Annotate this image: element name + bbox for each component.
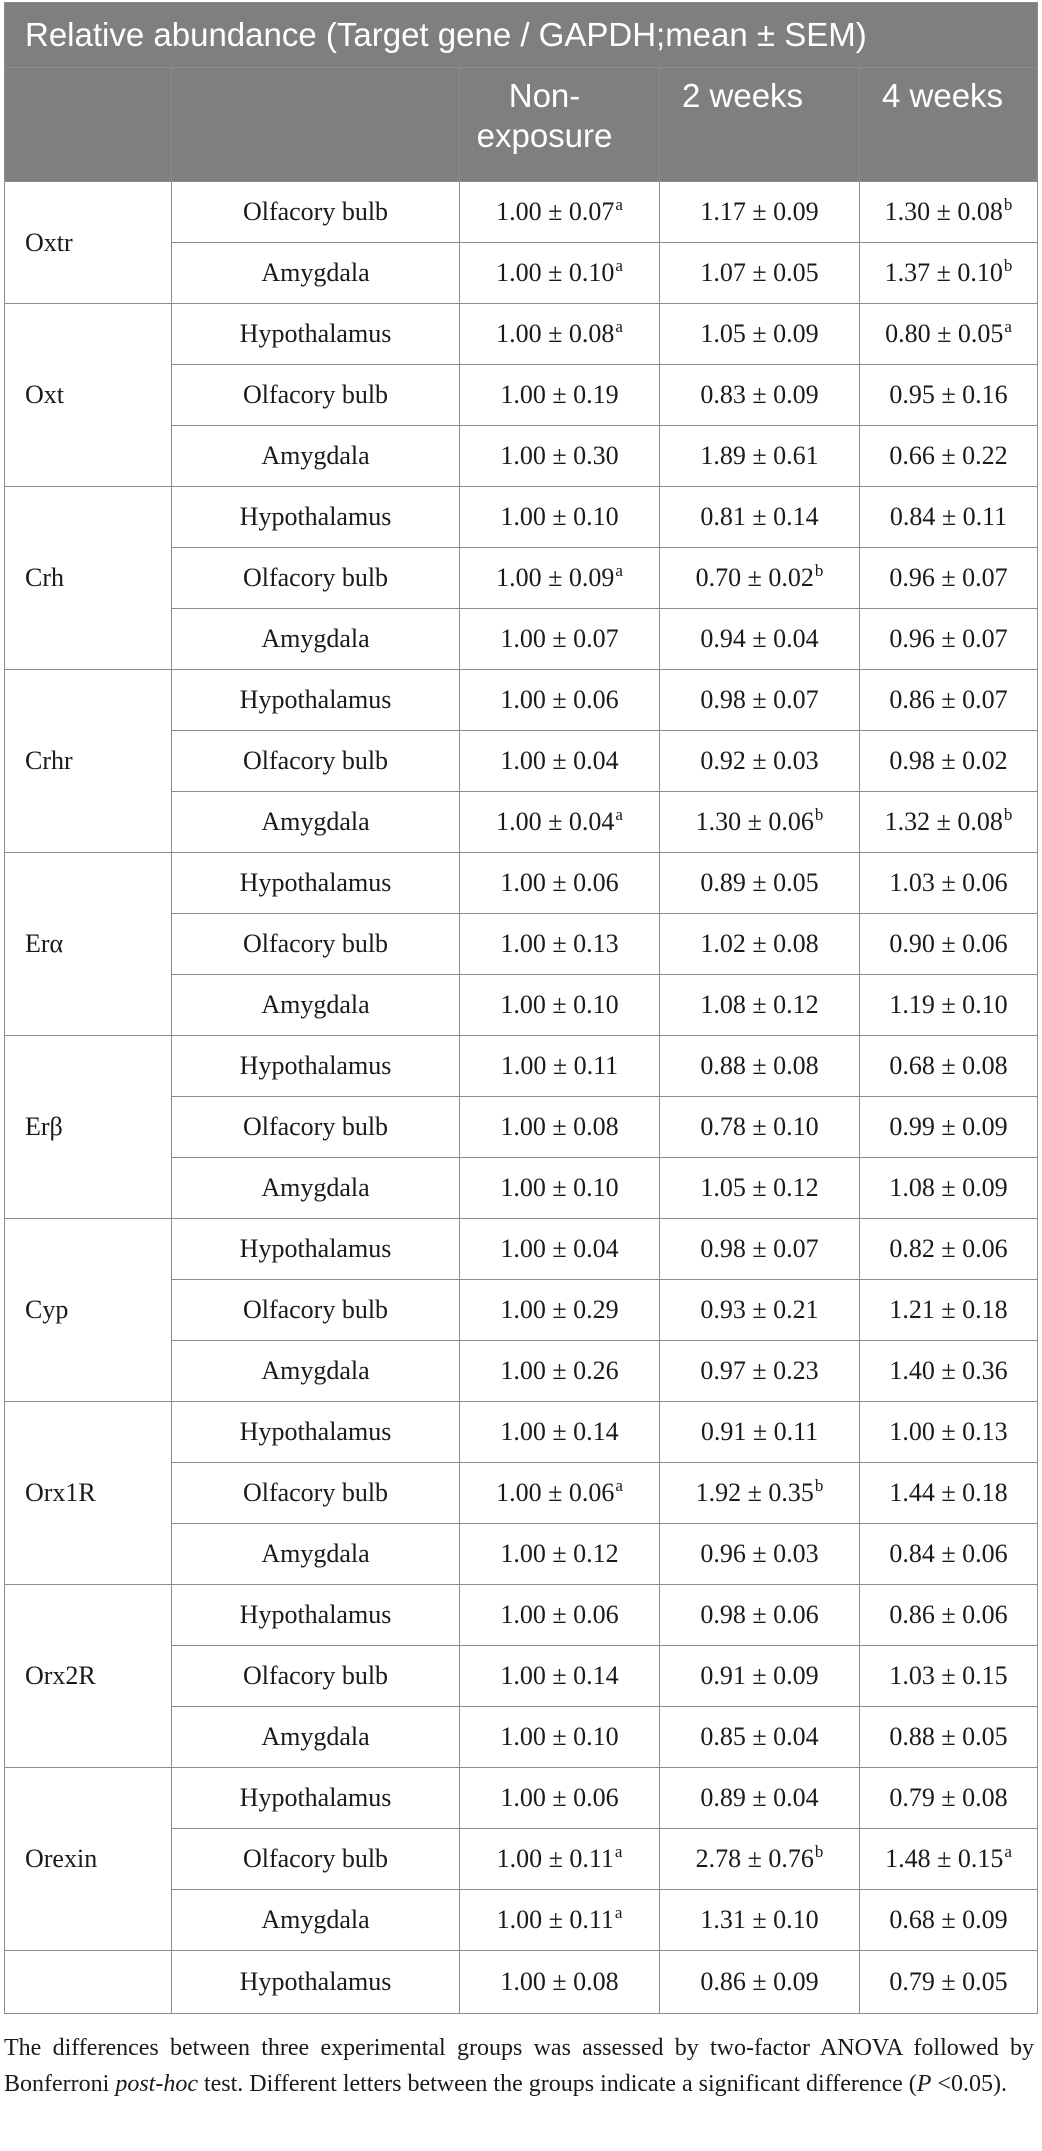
value-cell: [660, 1768, 860, 1829]
significance-letter: b: [814, 805, 824, 824]
value-text: 1.00 ± 0.08: [500, 1112, 619, 1141]
value-text: 1.00 ± 0.06: [500, 685, 619, 714]
value-text: 0.88 ± 0.05: [889, 1722, 1008, 1751]
value-cell: [860, 914, 1038, 975]
value-cell: [860, 1280, 1038, 1341]
value-cell: [860, 853, 1038, 914]
value-text: 1.00 ± 0.29: [500, 1295, 619, 1324]
value-text: 0.98 ± 0.02: [889, 746, 1008, 775]
value-text: 0.68 ± 0.08: [889, 1051, 1008, 1080]
value-cell: [460, 1829, 660, 1890]
value-cell: [660, 426, 860, 487]
significance-letter: b: [814, 1476, 824, 1495]
value-text: 1.00 ± 0.30: [500, 441, 619, 470]
value-text: 1.03 ± 0.06: [889, 868, 1008, 897]
value-cell: [660, 1646, 860, 1707]
value-cell: [460, 1951, 660, 2014]
value-text: 1.08 ± 0.09: [889, 1173, 1008, 1202]
column-header-non-exposure: Non-exposure: [460, 68, 660, 182]
tissue-label: Olfacory bulb: [172, 548, 460, 609]
value-text: 0.79 ± 0.08: [889, 1783, 1008, 1812]
tissue-label: Amygdala: [172, 1890, 460, 1951]
value-cell: [860, 304, 1038, 365]
value-text: 1.00 ± 0.04: [500, 746, 619, 775]
value-text: 1.00 ± 0.08: [500, 1967, 619, 1996]
value-text: 2.78 ± 0.76: [695, 1844, 814, 1873]
header-gene-blank: [5, 68, 172, 182]
value-cell: [660, 1707, 860, 1768]
table-row: [5, 182, 1038, 243]
table-body: [5, 182, 1038, 2014]
value-text: 0.81 ± 0.14: [700, 502, 819, 531]
value-text: 1.00 ± 0.11: [496, 1844, 614, 1873]
tissue-label: Amygdala: [172, 792, 460, 853]
column-header-2-weeks: 2 weeks: [660, 68, 860, 182]
table-title: Relative abundance (Target gene / GAPDH;mean ± SEM): [5, 3, 1038, 68]
value-cell: [860, 1158, 1038, 1219]
significance-letter: a: [614, 1842, 623, 1861]
tissue-label: Olfacory bulb: [172, 1097, 460, 1158]
value-text: 1.17 ± 0.09: [700, 197, 819, 226]
value-cell: [660, 1463, 860, 1524]
value-text: 1.00 ± 0.06: [500, 1600, 619, 1629]
value-cell: [660, 1524, 860, 1585]
table-footnote: [4, 2030, 1034, 2102]
value-cell: [660, 548, 860, 609]
value-cell: [460, 1036, 660, 1097]
gene-label: Orexin: [5, 1768, 172, 1951]
value-text: 1.40 ± 0.36: [889, 1356, 1008, 1385]
significance-letter: b: [814, 1842, 824, 1861]
value-text: 0.89 ± 0.04: [700, 1783, 819, 1812]
value-cell: [660, 731, 860, 792]
value-cell: [460, 731, 660, 792]
significance-letter: a: [1004, 317, 1012, 336]
significance-letter: a: [615, 195, 623, 214]
value-cell: [860, 670, 1038, 731]
tissue-label: Olfacory bulb: [172, 1463, 460, 1524]
value-cell: [460, 243, 660, 304]
value-text: 1.37 ± 0.10: [884, 258, 1003, 287]
value-cell: [460, 182, 660, 243]
value-text: 1.30 ± 0.08: [884, 197, 1003, 226]
value-cell: [660, 1036, 860, 1097]
value-cell: [660, 365, 860, 426]
gene-label: Erα: [5, 853, 172, 1036]
value-cell: [460, 792, 660, 853]
tissue-label: Olfacory bulb: [172, 1280, 460, 1341]
value-text: 0.70 ± 0.02: [695, 563, 814, 592]
value-text: 1.00 ± 0.10: [500, 1173, 619, 1202]
table-row: [5, 670, 1038, 731]
value-text: 0.86 ± 0.06: [889, 1600, 1008, 1629]
value-text: 1.32 ± 0.08: [884, 807, 1003, 836]
value-text: 1.00 ± 0.08: [496, 319, 615, 348]
tissue-label: Olfacory bulb: [172, 182, 460, 243]
footnote-text-2: test. Different letters between the groups indicate a significant difference (: [197, 2071, 917, 2097]
value-cell: [460, 1585, 660, 1646]
value-cell: [660, 304, 860, 365]
value-cell: [460, 975, 660, 1036]
table-row: [5, 1219, 1038, 1280]
gene-label: Erβ: [5, 1036, 172, 1219]
footnote-text-1: The differences between three experimental groups was assessed by two-factor ANOVA followed by Bonferroni: [4, 2035, 1034, 2097]
value-cell: [860, 1097, 1038, 1158]
value-cell: [460, 853, 660, 914]
value-text: 0.96 ± 0.03: [700, 1539, 819, 1568]
gene-label: Crh: [5, 487, 172, 670]
tissue-label: Amygdala: [172, 426, 460, 487]
significance-letter: a: [1004, 1842, 1012, 1861]
table-row: [5, 1036, 1038, 1097]
value-text: 1.21 ± 0.18: [889, 1295, 1008, 1324]
significance-letter: a: [615, 317, 623, 336]
value-text: 1.00 ± 0.07: [500, 624, 619, 653]
expression-table: [4, 2, 1038, 2014]
value-cell: [860, 1036, 1038, 1097]
value-text: 0.83 ± 0.09: [700, 380, 819, 409]
table-row: [5, 1585, 1038, 1646]
value-text: 1.00 ± 0.13: [889, 1417, 1008, 1446]
tissue-label: Hypothalamus: [172, 1219, 460, 1280]
value-text: 1.00 ± 0.09: [496, 563, 615, 592]
value-cell: [660, 1097, 860, 1158]
value-text: 0.98 ± 0.07: [700, 1234, 819, 1263]
value-text: 0.82 ± 0.06: [889, 1234, 1008, 1263]
value-text: 0.86 ± 0.09: [700, 1967, 819, 1996]
tissue-label: Amygdala: [172, 975, 460, 1036]
table-row: [5, 1951, 1038, 2014]
column-header-4-weeks: 4 weeks: [860, 68, 1038, 182]
value-cell: [660, 1402, 860, 1463]
tissue-label: Olfacory bulb: [172, 914, 460, 975]
significance-letter: a: [615, 805, 623, 824]
value-text: 0.68 ± 0.09: [889, 1905, 1008, 1934]
value-text: 1.19 ± 0.10: [889, 990, 1008, 1019]
gene-label: Cyp: [5, 1219, 172, 1402]
gene-label: Oxtr: [5, 182, 172, 304]
value-text: 0.91 ± 0.11: [700, 1417, 819, 1446]
significance-letter: b: [1003, 195, 1013, 214]
value-cell: [860, 731, 1038, 792]
value-text: 0.93 ± 0.21: [700, 1295, 819, 1324]
value-text: 0.79 ± 0.05: [889, 1967, 1008, 1996]
value-text: 1.05 ± 0.12: [700, 1173, 819, 1202]
value-cell: [460, 1890, 660, 1951]
value-cell: [660, 182, 860, 243]
value-text: 0.94 ± 0.04: [700, 624, 819, 653]
value-text: 1.00 ± 0.06: [500, 1783, 619, 1812]
value-cell: [460, 1463, 660, 1524]
value-text: 0.95 ± 0.16: [889, 380, 1008, 409]
value-cell: [460, 365, 660, 426]
value-cell: [460, 1280, 660, 1341]
tissue-label: Amygdala: [172, 1707, 460, 1768]
significance-letter: a: [615, 561, 623, 580]
value-text: 0.97 ± 0.23: [700, 1356, 819, 1385]
value-text: 1.00 ± 0.07: [496, 197, 615, 226]
value-cell: [860, 182, 1038, 243]
tissue-label: Olfacory bulb: [172, 731, 460, 792]
value-cell: [460, 1158, 660, 1219]
value-text: 1.00 ± 0.10: [500, 502, 619, 531]
value-cell: [660, 487, 860, 548]
value-text: 1.89 ± 0.61: [700, 441, 819, 470]
value-cell: [860, 487, 1038, 548]
value-cell: [460, 1402, 660, 1463]
value-cell: [860, 548, 1038, 609]
value-cell: [860, 1219, 1038, 1280]
value-cell: [460, 609, 660, 670]
tissue-label: Amygdala: [172, 1158, 460, 1219]
value-text: 0.89 ± 0.05: [700, 868, 819, 897]
value-text: 1.05 ± 0.09: [700, 319, 819, 348]
value-cell: [660, 1890, 860, 1951]
value-cell: [460, 1707, 660, 1768]
value-text: 1.08 ± 0.12: [700, 990, 819, 1019]
value-cell: [460, 1341, 660, 1402]
tissue-label: Amygdala: [172, 1341, 460, 1402]
value-cell: [660, 1219, 860, 1280]
tissue-label: Hypothalamus: [172, 1768, 460, 1829]
value-cell: [660, 1341, 860, 1402]
gene-label: Orx1R: [5, 1402, 172, 1585]
value-text: 1.00 ± 0.12: [500, 1539, 619, 1568]
value-cell: [860, 1768, 1038, 1829]
value-text: 1.00 ± 0.10: [500, 990, 619, 1019]
value-text: 1.00 ± 0.19: [500, 380, 619, 409]
footnote-italic-posthoc: post-hoc: [115, 2071, 198, 2097]
value-cell: [460, 1097, 660, 1158]
value-cell: [660, 792, 860, 853]
value-text: 0.85 ± 0.04: [700, 1722, 819, 1751]
tissue-label: Hypothalamus: [172, 487, 460, 548]
value-cell: [860, 1646, 1038, 1707]
value-cell: [660, 1158, 860, 1219]
value-text: 1.00 ± 0.13: [500, 929, 619, 958]
table-row: [5, 853, 1038, 914]
tissue-label: Amygdala: [172, 609, 460, 670]
value-cell: [660, 1829, 860, 1890]
value-text: 0.66 ± 0.22: [889, 441, 1008, 470]
value-cell: [460, 914, 660, 975]
value-text: 0.98 ± 0.07: [700, 685, 819, 714]
tissue-label: Amygdala: [172, 243, 460, 304]
value-cell: [860, 1402, 1038, 1463]
value-text: 0.98 ± 0.06: [700, 1600, 819, 1629]
value-cell: [860, 609, 1038, 670]
significance-letter: a: [615, 1476, 623, 1495]
value-text: 0.91 ± 0.09: [700, 1661, 819, 1690]
table-row: [5, 487, 1038, 548]
value-cell: [660, 609, 860, 670]
value-cell: [860, 1829, 1038, 1890]
value-cell: [460, 426, 660, 487]
tissue-label: Hypothalamus: [172, 670, 460, 731]
header-tissue-blank: [172, 68, 460, 182]
significance-letter: b: [814, 561, 824, 580]
tissue-label: Hypothalamus: [172, 1402, 460, 1463]
value-cell: [860, 426, 1038, 487]
value-cell: [460, 487, 660, 548]
tissue-label: Olfacory bulb: [172, 1646, 460, 1707]
value-cell: [460, 304, 660, 365]
value-cell: [660, 670, 860, 731]
value-cell: [460, 548, 660, 609]
value-text: 1.00 ± 0.06: [496, 1478, 615, 1507]
value-cell: [860, 365, 1038, 426]
value-text: 0.86 ± 0.07: [889, 685, 1008, 714]
value-cell: [660, 975, 860, 1036]
value-text: 1.31 ± 0.10: [700, 1905, 819, 1934]
table-row: [5, 1402, 1038, 1463]
significance-letter: b: [1003, 805, 1013, 824]
value-cell: [460, 1768, 660, 1829]
tissue-label: Amygdala: [172, 1524, 460, 1585]
value-text: 1.02 ± 0.08: [700, 929, 819, 958]
value-cell: [860, 975, 1038, 1036]
significance-letter: a: [614, 1903, 623, 1922]
gene-label: Orx2R: [5, 1585, 172, 1768]
value-cell: [660, 243, 860, 304]
value-cell: [860, 243, 1038, 304]
tissue-label: Hypothalamus: [172, 1036, 460, 1097]
value-cell: [460, 1646, 660, 1707]
table-container: [4, 2, 1037, 2014]
value-text: 1.00 ± 0.06: [500, 868, 619, 897]
value-cell: [460, 1524, 660, 1585]
value-cell: [860, 1951, 1038, 2014]
value-text: 0.88 ± 0.08: [700, 1051, 819, 1080]
significance-letter: a: [615, 256, 623, 275]
tissue-label: Olfacory bulb: [172, 1829, 460, 1890]
value-text: 0.96 ± 0.07: [889, 624, 1008, 653]
value-text: 0.90 ± 0.06: [889, 929, 1008, 958]
gene-label: Crhr: [5, 670, 172, 853]
value-cell: [660, 1280, 860, 1341]
table-row: [5, 304, 1038, 365]
value-cell: [660, 1951, 860, 2014]
value-cell: [660, 853, 860, 914]
value-cell: [860, 1524, 1038, 1585]
value-text: 1.44 ± 0.18: [889, 1478, 1008, 1507]
footnote-text-3: <0.05).: [931, 2071, 1007, 2097]
value-text: 0.78 ± 0.10: [700, 1112, 819, 1141]
value-cell: [860, 1707, 1038, 1768]
value-text: 1.00 ± 0.10: [500, 1722, 619, 1751]
value-text: 1.00 ± 0.04: [500, 1234, 619, 1263]
value-text: 0.96 ± 0.07: [889, 563, 1008, 592]
tissue-label: Olfacory bulb: [172, 365, 460, 426]
value-text: 0.80 ± 0.05: [885, 319, 1004, 348]
value-text: 1.00 ± 0.11: [496, 1905, 614, 1934]
value-text: 1.00 ± 0.10: [496, 258, 615, 287]
value-text: 0.99 ± 0.09: [889, 1112, 1008, 1141]
tissue-label: Hypothalamus: [172, 1951, 460, 2014]
tissue-label: Hypothalamus: [172, 1585, 460, 1646]
value-cell: [860, 1341, 1038, 1402]
value-text: 0.84 ± 0.06: [889, 1539, 1008, 1568]
table-row: [5, 1768, 1038, 1829]
value-cell: [660, 1585, 860, 1646]
value-cell: [860, 1890, 1038, 1951]
value-text: 1.07 ± 0.05: [700, 258, 819, 287]
gene-label: [5, 1951, 172, 2014]
value-text: 0.84 ± 0.11: [889, 502, 1008, 531]
value-text: 1.00 ± 0.26: [500, 1356, 619, 1385]
value-text: 1.00 ± 0.14: [500, 1661, 619, 1690]
footnote-italic-p: P: [916, 2071, 932, 2097]
value-cell: [860, 1463, 1038, 1524]
significance-letter: b: [1003, 256, 1013, 275]
tissue-label: Hypothalamus: [172, 853, 460, 914]
value-text: 1.00 ± 0.14: [500, 1417, 619, 1446]
value-cell: [860, 1585, 1038, 1646]
value-text: 1.30 ± 0.06: [695, 807, 814, 836]
tissue-label: Hypothalamus: [172, 304, 460, 365]
value-text: 1.48 ± 0.15: [885, 1844, 1004, 1873]
value-cell: [660, 914, 860, 975]
value-text: 1.92 ± 0.35: [695, 1478, 814, 1507]
value-cell: [860, 792, 1038, 853]
value-text: 1.00 ± 0.11: [500, 1051, 619, 1080]
value-text: 0.92 ± 0.03: [700, 746, 819, 775]
value-cell: [460, 670, 660, 731]
gene-label: Oxt: [5, 304, 172, 487]
value-text: 1.03 ± 0.15: [889, 1661, 1008, 1690]
value-cell: [460, 1219, 660, 1280]
value-text: 1.00 ± 0.04: [496, 807, 615, 836]
